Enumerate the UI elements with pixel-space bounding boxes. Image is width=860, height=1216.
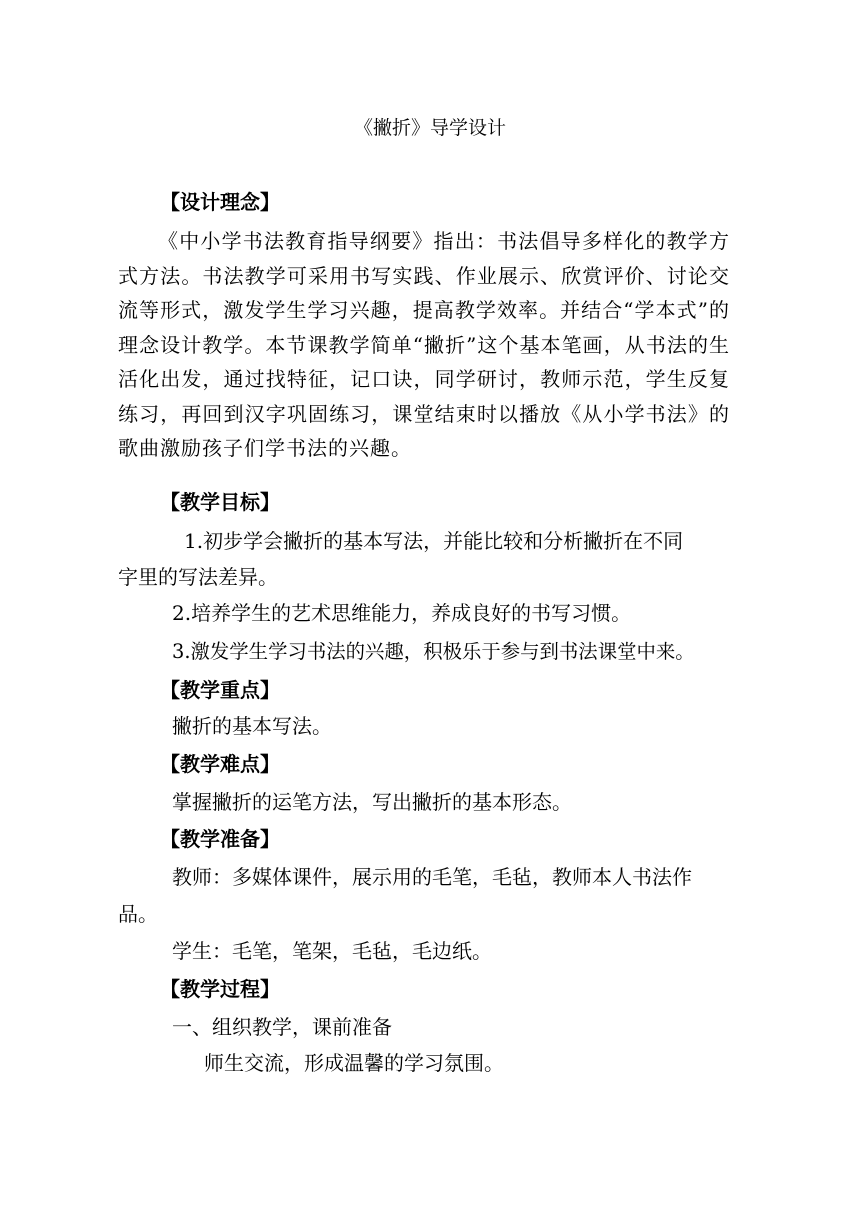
preparation-student: 学生：毛笔，笔架，毛毡，毛边纸。 xyxy=(172,939,492,963)
goal-item-2: 2.培养学生的艺术思维能力，养成良好的书写习惯。 xyxy=(172,601,632,625)
key-points-body: 撇折的基本写法。 xyxy=(172,714,332,738)
difficulties-body: 掌握撇折的运笔方法，写出撇折的基本形态。 xyxy=(172,790,572,814)
process-step-1: 一、组织教学，课前准备 xyxy=(172,1015,392,1039)
heading-design-concept: 【设计理念】 xyxy=(160,190,280,214)
heading-preparation: 【教学准备】 xyxy=(160,827,280,851)
process-step-1-detail: 师生交流，形成温馨的学习氛围。 xyxy=(204,1051,504,1075)
paragraph-design-concept: 《中小学书法教育指导纲要》指出：书法倡导多样化的教学方式方法。书法教学可采用书写实践、作业展示、欣赏评价、讨论交流等形式，激发学生学习兴趣，提高教学效率。并结合“学本式”的理念设计教学。本节课教学简单“撇折”这个基本笔画，从书法的生活化出发，通过找特征，记口诀，同学研讨，教师示范，学生反复练习，再回到汉字巩固练习，课堂结束时以播放《从小学书法》的歌曲激励孩子们学书法的兴趣。 xyxy=(118,229,730,460)
preparation-teacher-line-2: 品。 xyxy=(118,902,158,926)
heading-process: 【教学过程】 xyxy=(160,977,280,1001)
goal-item-1-line-2: 字里的写法差异。 xyxy=(118,565,278,589)
goal-item-1-line-1: 1.初步学会撇折的基本写法，并能比较和分析撇折在不同 xyxy=(184,529,684,553)
document-title: 《撇折》导学设计 xyxy=(353,117,506,139)
goal-item-3: 3.激发学生学习书法的兴趣，积极乐于参与到书法课堂中来。 xyxy=(172,640,695,663)
heading-key-points: 【教学重点】 xyxy=(160,678,280,702)
heading-difficulties: 【教学难点】 xyxy=(160,752,280,776)
heading-teaching-goals: 【教学目标】 xyxy=(160,490,280,514)
preparation-teacher-line-1: 教师：多媒体课件，展示用的毛笔，毛毡，教师本人书法作 xyxy=(172,865,692,889)
